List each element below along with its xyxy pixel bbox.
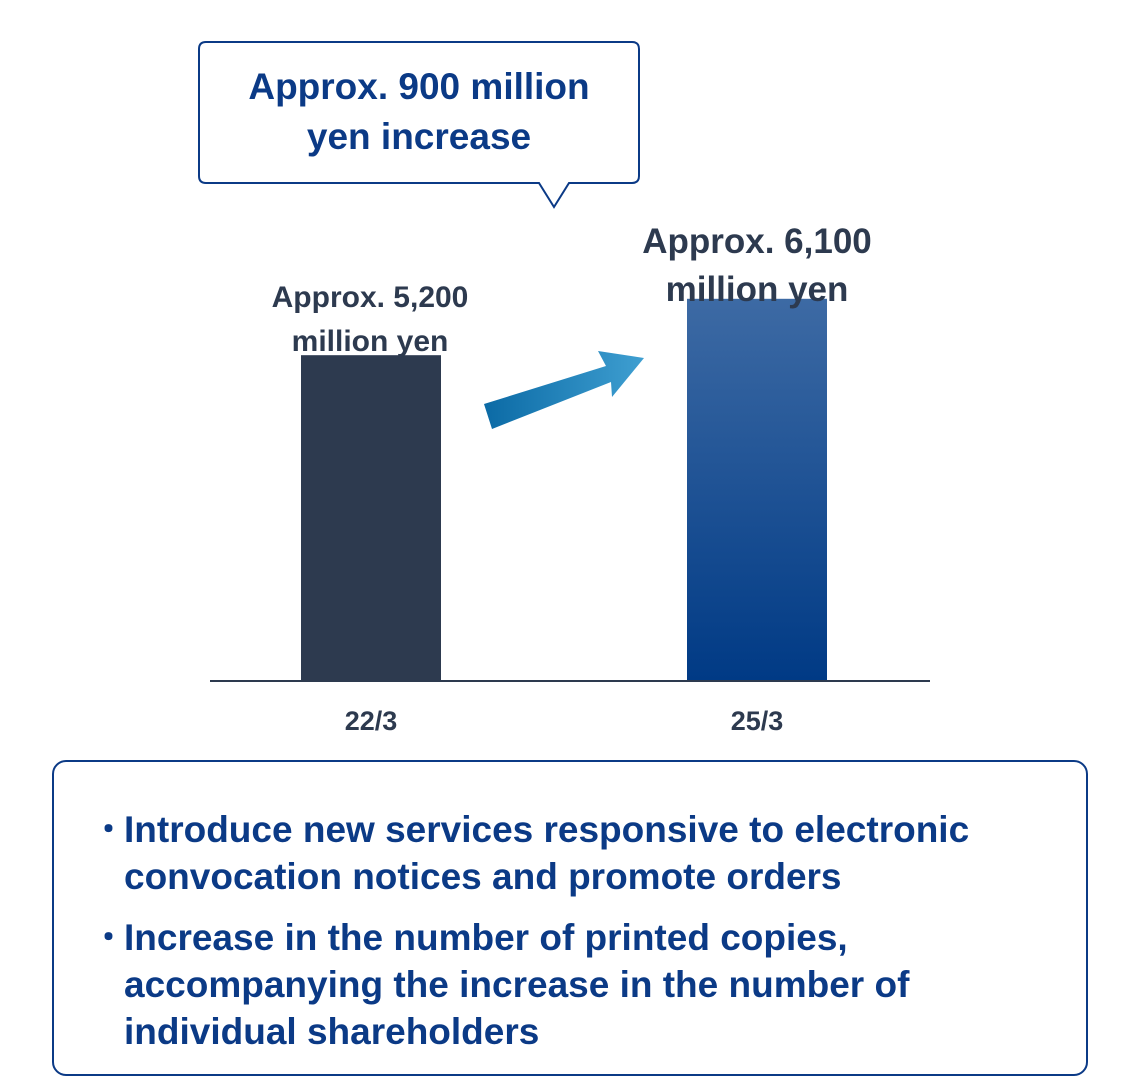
callout-line-1: Approx. 900 million <box>248 66 590 107</box>
bar-value-label-line-1: Approx. 5,200 <box>271 281 469 314</box>
bar-value-label-line-1: Approx. 6,100 <box>642 222 872 261</box>
bar-value-label-22-3 <box>240 276 500 364</box>
x-tick-label-25-3: 25/3 <box>730 706 784 736</box>
note-item <box>90 914 1066 1055</box>
bar-value-label-25-3 <box>616 218 898 314</box>
note-item <box>90 806 1066 900</box>
notes-list <box>54 762 1086 1055</box>
bullet-icon: ・ <box>90 917 127 958</box>
bar-22-3 <box>301 355 441 681</box>
note-text: Introduce new services responsive to electronic convocation notices and promote orders <box>124 809 970 897</box>
callout-line-2: yen increase <box>306 116 532 157</box>
bar-value-label-line-2: million yen <box>665 270 849 309</box>
notes-box <box>52 760 1088 1076</box>
bar-value-label-line-2: million yen <box>291 325 449 358</box>
note-text: Increase in the number of printed copies, accompanying the increase in the number of individual shareholders <box>124 917 910 1052</box>
callout-text <box>200 62 638 162</box>
bar-25-3 <box>687 299 827 681</box>
bullet-icon: ・ <box>90 809 127 850</box>
increase-arrow-icon <box>484 351 644 429</box>
x-tick-label-22-3: 22/3 <box>344 706 398 736</box>
